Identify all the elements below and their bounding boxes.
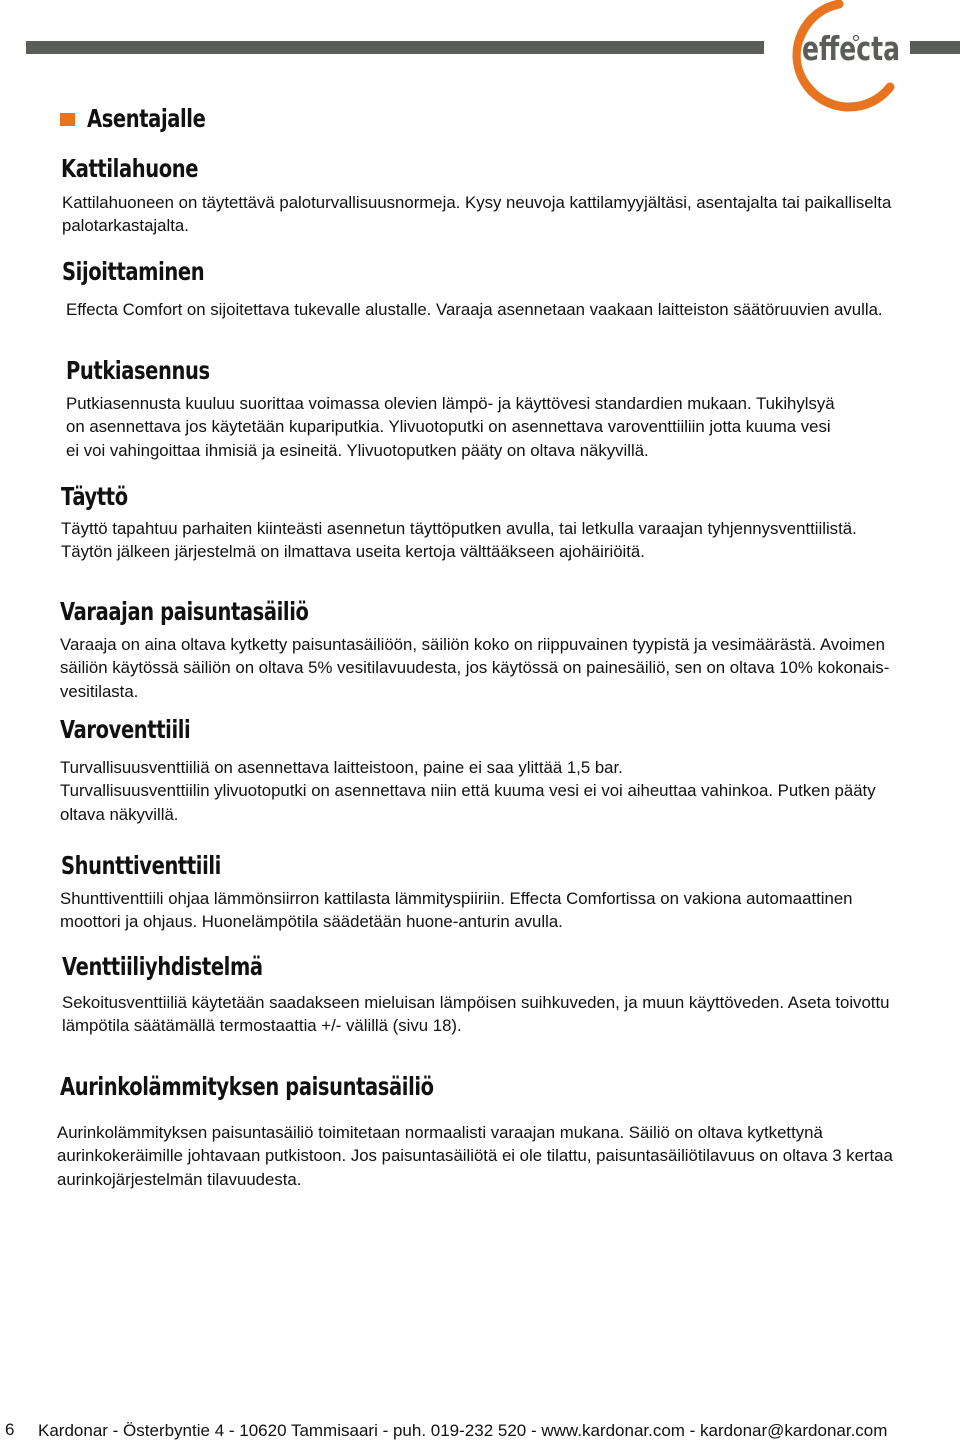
header-bar-left [26, 41, 764, 54]
section-title-sijoittaminen: Sijoittaminen [62, 257, 205, 286]
section-text-taytto: Täyttö tapahtuu parhaiten kiinteästi asennetun täyttöputken avulla, tai letkulla varaajan tyhjennysventtiilistä. Täytön jälkeen järjestelmä on ilmattava useita kertoja välttääkseen ajohäiriöitä. [61, 519, 857, 562]
page-number: 6 [5, 1420, 15, 1439]
footer-contact: Kardonar - Österbyntie 4 - 10620 Tammisaari - puh. 019-232 520 - www.kardonar.com - kardonar@kardonar.com [38, 1421, 888, 1440]
effecta-logo [778, 2, 908, 104]
section-title-varaajan-paisuntasailio: Varaajan paisuntasäiliö [60, 597, 309, 626]
section-title-putkiasennus: Putkiasennus [66, 356, 210, 385]
page-title: Asentajalle [87, 104, 206, 133]
section-text-putkiasennus: Putkiasennusta kuuluu suorittaa voimassa olevien lämpö- ja käyttövesi standardien mukaan. Tukihylsyä on asennettava jos käytetään kupariputkia. Ylivuotoputki on asennettava varoventtiiliin jotta kuuma vesi ei voi vahingoittaa ihmisiä ja esineitä. Ylivuotoputken pääty on oltava näkyvillä. [66, 394, 835, 460]
section-text-sijoittaminen: Effecta Comfort on sijoitettava tukevalle alustalle. Varaaja asennetaan vaakaan laitteiston säätöruuvien avulla. [66, 300, 883, 319]
section-text-venttiiliyhdistelma: Sekoitusventtiiliä käytetään saadakseen mieluisan lämpöisen suihkuveden, ja muun käyttöveden. Aseta toivottu lämpötila säätämällä termostaattia +/- välillä (sivu 18). [62, 993, 890, 1036]
section-text-varoventtiili: Turvallisuusventtiiliä on asennettava laitteistoon, paine ei saa ylittää 1,5 bar. Turvallisuusventtiilin ylivuotoputki on asennettava niin että kuuma vesi ei voi aiheuttaa vahinkoa. Putken pääty oltava näkyvillä. [60, 758, 876, 824]
section-title-taytto: Täyttö [61, 482, 128, 511]
logo-text: effecta [802, 29, 900, 68]
section-text-shunttiventtiili: Shunttiventtiili ohjaa lämmönsiirron kattilasta lämmityspiiriin. Effecta Comfortissa on vakiona automaattinen moottori ja ohjaus. Huonelämpötila säädetään huone-anturin avulla. [60, 889, 853, 932]
section-title-aurinkolammityksen-paisuntasailio: Aurinkolämmityksen paisuntasäiliö [60, 1072, 434, 1101]
header-bar-right [910, 41, 960, 54]
section-title-shunttiventtiili: Shunttiventtiili [61, 851, 221, 880]
section-text-kattilahuone: Kattilahuoneen on täytettävä paloturvallisuusnormeja. Kysy neuvoja kattilamyyjältäsi, asentajalta tai paikalliselta palotarkastajalta. [62, 193, 892, 236]
section-title-venttiiliyhdistelma: Venttiiliyhdistelmä [62, 952, 263, 981]
section-text-aurinkolammityksen-paisuntasailio: Aurinkolämmityksen paisuntasäiliö toimitetaan normaalisti varaajan mukana. Säiliö on oltava kytkettynä aurinkokeräimille johtavaan putkistoon. Jos paisuntasäiliötä ei ole tilattu, paisuntasäiliötilavuus on oltava 3 kertaa aurinkojärjestelmän tilavuudesta. [57, 1123, 893, 1189]
section-title-kattilahuone: Kattilahuone [61, 154, 199, 183]
section-title-varoventtiili: Varoventtiili [60, 715, 191, 744]
section-text-varaajan-paisuntasailio: Varaaja on aina oltava kytketty paisuntasäiliöön, säiliön koko on riippuvainen tyypistä ja vesimäärästä. Avoimen säiliön käytössä säiliön on oltava 5% vesitilavuudesta, jos käytössä on painesäiliö, sen on oltava 10% kokonais- vesitilasta. [60, 635, 890, 701]
heading-bullet-icon [60, 113, 75, 126]
